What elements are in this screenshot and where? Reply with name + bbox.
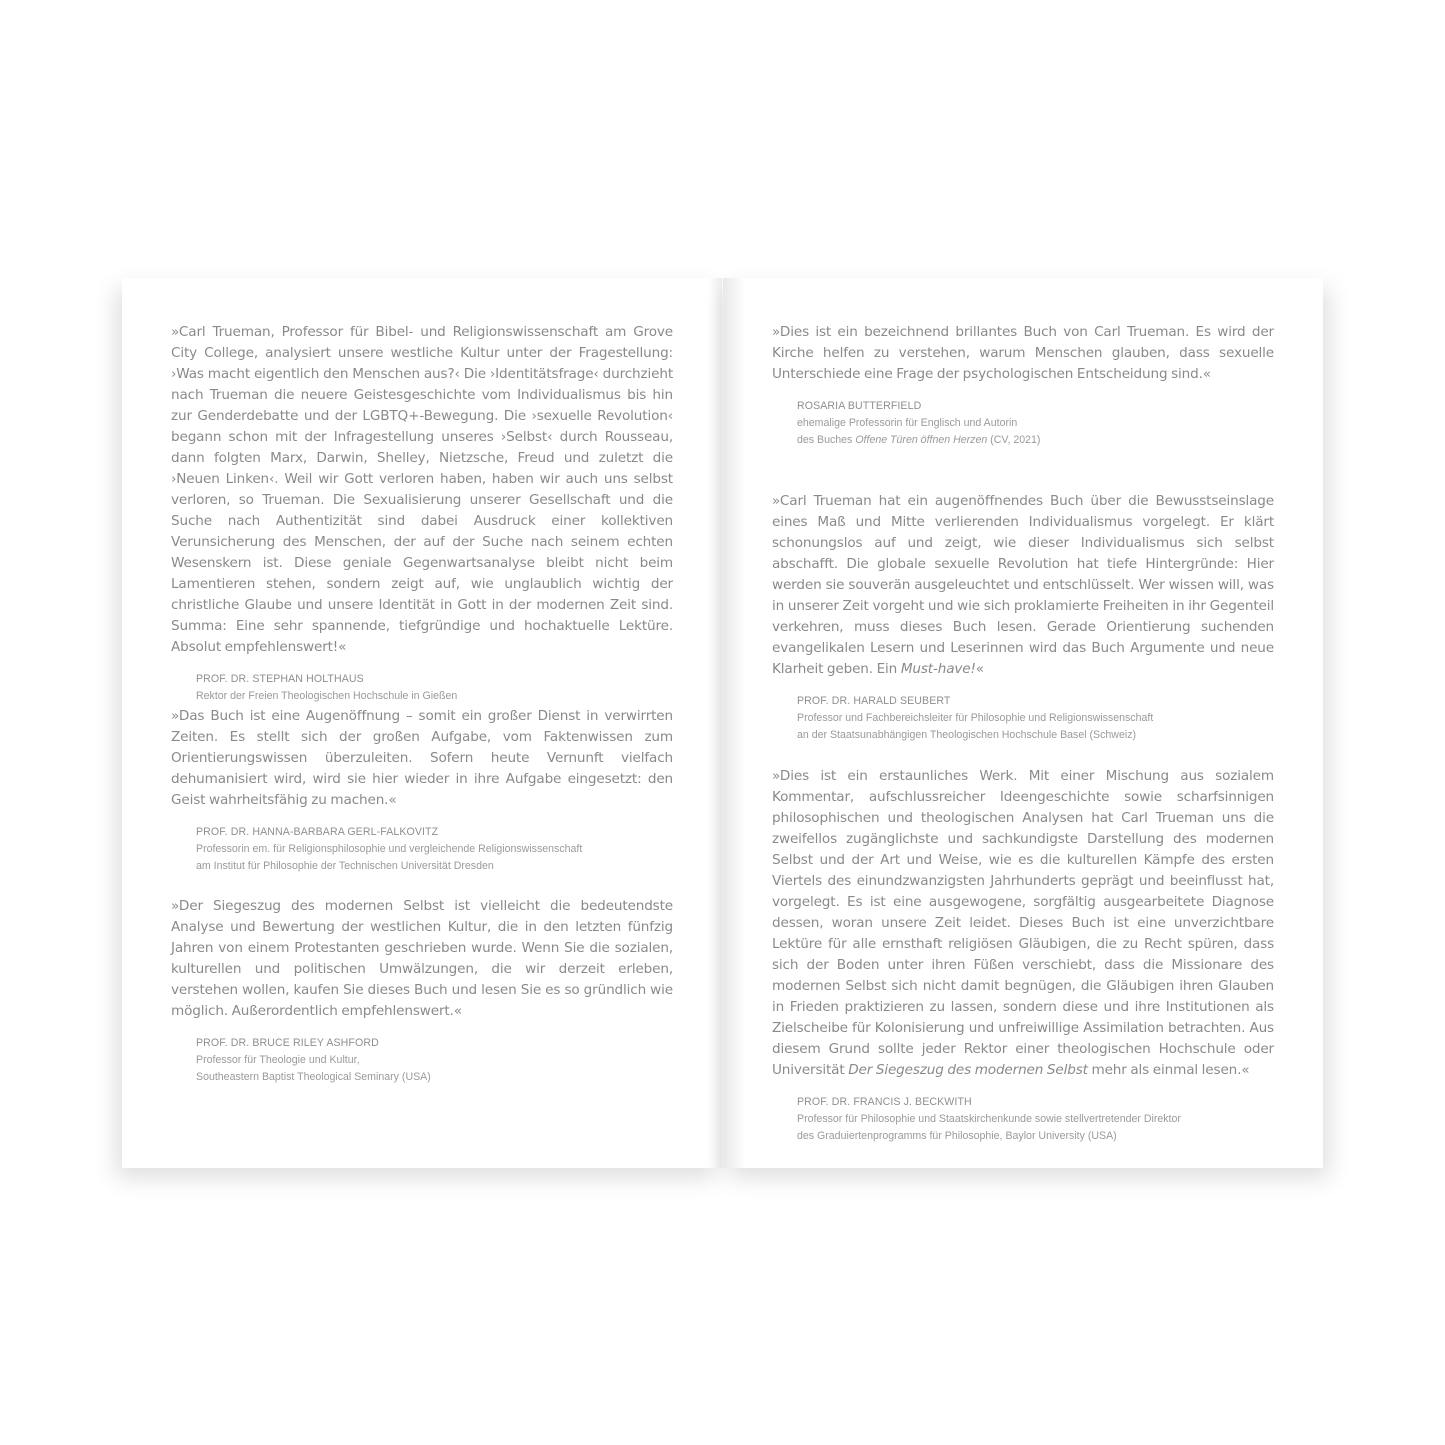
- testimonial-beckwith: [772, 766, 1274, 1144]
- testimonial-attribution: [797, 398, 1274, 448]
- testimonial-attribution: [196, 824, 673, 874]
- testimonial-quote: [772, 491, 1274, 680]
- author-affiliation: am Institut für Philosophie der Technischen Universität Dresden: [196, 859, 494, 872]
- testimonial-quote: »Der Siegeszug des modernen Selbst ist vielleicht die bedeutendste Analyse und Bewertung der westlichen Kultur, die in den letzten fünfzig Jahren von einem Protestanten geschrieben wurde. Wenn Sie die sozialen, kulturellen und politischen Umwälzungen, die wir derzeit erleben, verstehen wollen, kaufen Sie dieses Buch und lesen Sie es so gründlich wie möglich. Außerordentlich empfehlenswert.«: [171, 898, 673, 1019]
- testimonial-holthaus: [171, 322, 673, 705]
- quote-text: »Carl Trueman hat ein augenöffnendes Buch über die Bewusstseinslage eines Maß und Mitte verlierenden Individualismus vorgelegt. Er klärt schonungslos auf und zeigt, wie dieser Individualismus sich selbst abschafft. Die globale sexuelle Revolution hat tiefe Hintergründe: Hier werden sie souverän ausgeleuchtet und entschlüsselt. Wer wissen will, was in unserer Zeit vorgeht und wie sich proklamierte Freiheiten in ihr Gegenteil verkehren, muss dieses Buch lesen. Gerade Orientierung suchenden evangelikalen Lesern und Leserinnen wird das Buch Argumente und neue Klarheit geben. Ein: [772, 493, 1274, 677]
- testimonial-attribution: [196, 671, 673, 705]
- testimonial-ashford: [171, 896, 673, 1085]
- testimonial-attribution: [196, 1035, 673, 1085]
- book-title: Offene Türen öffnen Herzen: [855, 433, 988, 446]
- author-affiliation: Southeastern Baptist Theological Seminary (USA): [196, 1070, 431, 1083]
- testimonial-butterfield: [772, 322, 1274, 448]
- testimonial-quote: [772, 766, 1274, 1081]
- author-name: PROF. DR. BRUCE RILEY ASHFORD: [196, 1037, 379, 1049]
- left-page: [122, 278, 722, 1168]
- author-name: ROSARIA BUTTERFIELD: [797, 400, 922, 412]
- quote-close: «: [975, 661, 984, 677]
- author-affiliation: an der Staatsunabhängigen Theologischen Hochschule Basel (Schweiz): [797, 728, 1137, 741]
- author-title: Rektor der Freien Theologischen Hochschule in Gießen: [196, 690, 458, 702]
- book-suffix: (CV, 2021): [987, 433, 1041, 446]
- author-book: [797, 432, 1274, 449]
- testimonial-quote: »Das Buch ist eine Augenöffnung – somit ein großer Dienst in verwirrten Zeiten. Es stellt sich der großen Aufgabe, vom Faktenwissen zum Orientierungswissen überzuleiten. Sofern heute Vernunft vielfach dehumanisiert wird, wird sie hier wieder in ihre Aufgabe eingesetzt: den Geist wahrheitsfähig zu machen.«: [171, 708, 673, 808]
- testimonial-gerl-falkovitz: [171, 706, 673, 874]
- testimonial-attribution: [797, 1094, 1274, 1144]
- author-title: Professor für Theologie und Kultur,: [196, 1054, 360, 1066]
- quote-emphasis: Must-have!: [900, 661, 976, 677]
- author-title: Professorin em. für Religionsphilosophie und vergleichende Religionswissenschaft: [196, 843, 583, 855]
- author-name: PROF. DR. HARALD SEUBERT: [797, 695, 951, 707]
- author-name: PROF. DR. FRANCIS J. BECKWITH: [797, 1096, 972, 1108]
- quote-book-title: Der Siegeszug des modernen Selbst: [848, 1062, 1088, 1078]
- quote-text: »Dies ist ein erstaunliches Werk. Mit einer Mischung aus sozialem Kommentar, aufschlussreicher Ideengeschichte sowie scharfsinnigen philosophischen und theologischen Analysen hat Carl Trueman uns die zweifellos zugänglichste und sachkundigste Darstellung des modernen Selbst und der Art und Weise, wie es die kulturellen Kämpfe des ersten Viertels des einundzwanzigsten Jahrhunderts geprägt und beeinflusst hat, vorgelegt. Es ist eine ausgewogene, sorgfältig ausgearbeitete Diagnose dessen, woran unsere Zeit leidet. Dieses Buch ist eine unverzichtbare Lektüre für alle ernsthaft religiösen Gläubigen, die zu Recht spüren, dass sich der Boden unter ihren Füßen verschiebt, dass die Missionare des modernen Selbst sich nicht damit begnügen, die Gläubigen ihren Glauben in Frieden praktizieren zu lassen, sondern diese und ihre Institutionen als Zielscheibe für Kolonisierung und unfreiwillige Assimilation betrachten. Aus diesem Grund sollte jeder Rektor einer theologischen Hochschule oder Universität: [772, 768, 1274, 1078]
- quote-close: mehr als einmal lesen.«: [1087, 1062, 1250, 1078]
- author-name: PROF. DR. HANNA-BARBARA GERL-FALKOVITZ: [196, 826, 439, 838]
- testimonial-seubert: [772, 491, 1274, 743]
- testimonial-quote: »Carl Trueman, Professor für Bibel- und Religionswissenschaft am Grove City College, analysiert unsere westliche Kultur unter der Fragestellung: ›Was macht eigentlich den Menschen aus?‹ Die ›Identitätsfrage‹ durchzieht nach Trueman die neuere Geistesgeschichte vom Individualismus bis hin zur Genderdebatte und der LGBTQ+-Bewegung. Die ›sexuelle Revolution‹ begann schon mit der Infragestellung unseres ›Selbst‹ durch Rousseau, dann folgten Marx, Darwin, Shelley, Nietzsche, Freud und zuletzt die ›Neuen Linken‹. Weil wir Gott verloren haben, haben wir auch uns selbst verloren, so Trueman. Die Sexualisierung unserer Gesellschaft und die Suche nach Authentizität sind dabei Ausdruck einer kollektiven Verunsicherung des Menschen, der auf der Suche nach seinem echten Wesenskern ist. Diese geniale Gegenwartsanalyse bleibt nicht beim Lamentieren stehen, sondern zeigt auf, wie unglaublich wichtig der christliche Glaube und unsere Identität in Gott in der modernen Zeit sind. Summa: Eine sehr spannende, tiefgründige und hochaktuelle Lektüre. Absolut empfehlenswert!«: [171, 324, 673, 655]
- author-title: ehemalige Professorin für Englisch und Autorin: [797, 417, 1018, 429]
- testimonial-quote: »Dies ist ein bezeichnend brillantes Buch von Carl Trueman. Es wird der Kirche helfen zu verstehen, warum Menschen glauben, dass sexuelle Unterschiede eine Frage der psychologischen Entscheidung sind.«: [772, 324, 1274, 382]
- right-page: [723, 278, 1323, 1168]
- testimonial-attribution: [797, 693, 1274, 743]
- author-title: Professor für Philosophie und Staatskirchenkunde sowie stellvertretender Direktor: [797, 1113, 1181, 1125]
- author-name: PROF. DR. STEPHAN HOLTHAUS: [196, 673, 364, 685]
- author-title: Professor und Fachbereichsleiter für Philosophie und Religionswissenschaft: [797, 712, 1154, 724]
- book-prefix: des Buches: [797, 433, 856, 446]
- author-affiliation: des Graduiertenprogramms für Philosophie, Baylor University (USA): [797, 1129, 1117, 1142]
